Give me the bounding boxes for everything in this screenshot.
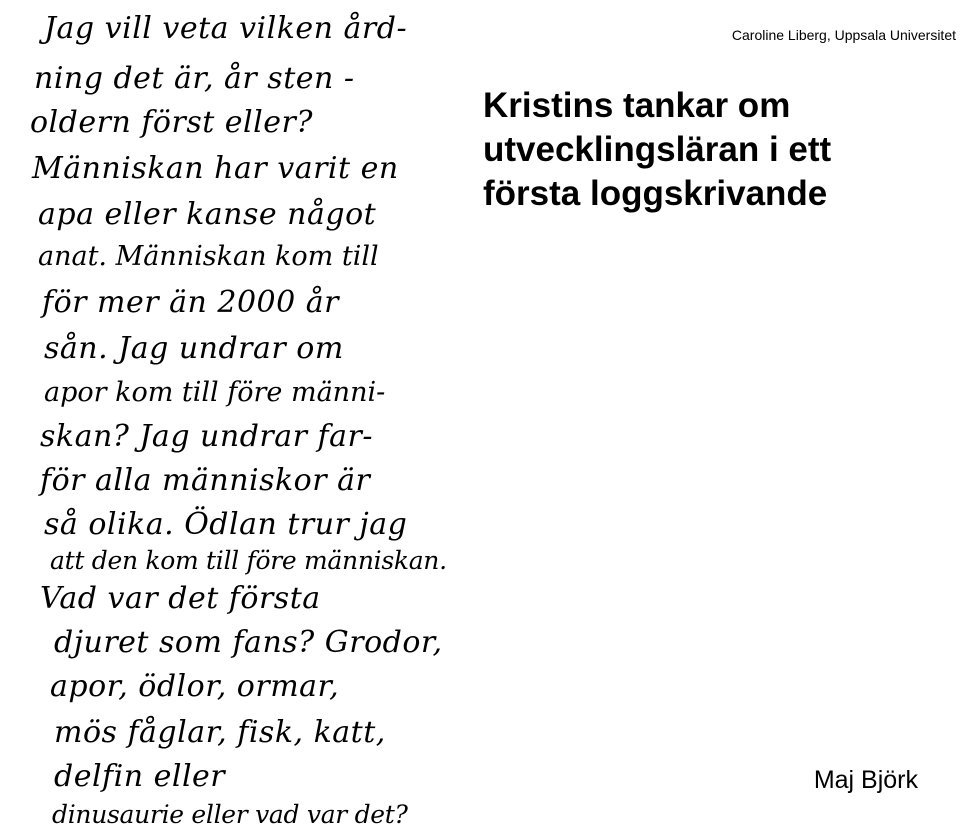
handwritten-line-18: delfin eller: [54, 759, 226, 794]
slide-title: [483, 84, 953, 216]
title-line-2: utvecklingsläran i ett: [483, 130, 832, 169]
handwritten-line-12: så olika. Ödlan trur jag: [44, 507, 408, 542]
author-name: Maj Björk: [813, 766, 918, 794]
handwritten-line-7: för mer än 2000 år: [42, 285, 339, 320]
header-credit: Caroline Liberg, Uppsala Universitet: [731, 27, 956, 43]
handwritten-line-10: skan? Jag undrar far-: [40, 419, 373, 454]
title-line-3: första loggskrivande: [483, 174, 828, 213]
handwritten-line-8: sån. Jag undrar om: [44, 331, 344, 366]
handwritten-line-9: apor kom till före männi-: [44, 377, 386, 408]
handwritten-line-5: apa eller kanse något: [38, 197, 377, 232]
title-line-1: Kristins tankar om: [483, 86, 791, 125]
handwritten-line-4: Människan har varit en: [32, 151, 399, 186]
handwritten-line-14: Vad var det första: [40, 581, 321, 616]
handwritten-line-6: anat. Människan kom till: [38, 241, 379, 272]
handwritten-line-2: ning det är, år sten -: [34, 61, 355, 96]
handwritten-line-17: mös fåglar, fisk, katt,: [54, 715, 386, 750]
handwritten-line-1: Jag vill veta vilken ård-: [44, 11, 408, 46]
handwritten-line-13: att den kom till före människan.: [50, 546, 447, 575]
handwritten-line-3: oldern först eller?: [30, 105, 313, 140]
handwritten-note: [30, 8, 450, 829]
handwritten-line-19: dinusaurie eller vad var det?: [52, 800, 408, 829]
handwritten-line-16: apor, ödlor, ormar,: [50, 669, 340, 704]
handwritten-line-11: för alla människor är: [40, 463, 371, 498]
handwritten-line-15: djuret som fans? Grodor,: [54, 625, 443, 660]
